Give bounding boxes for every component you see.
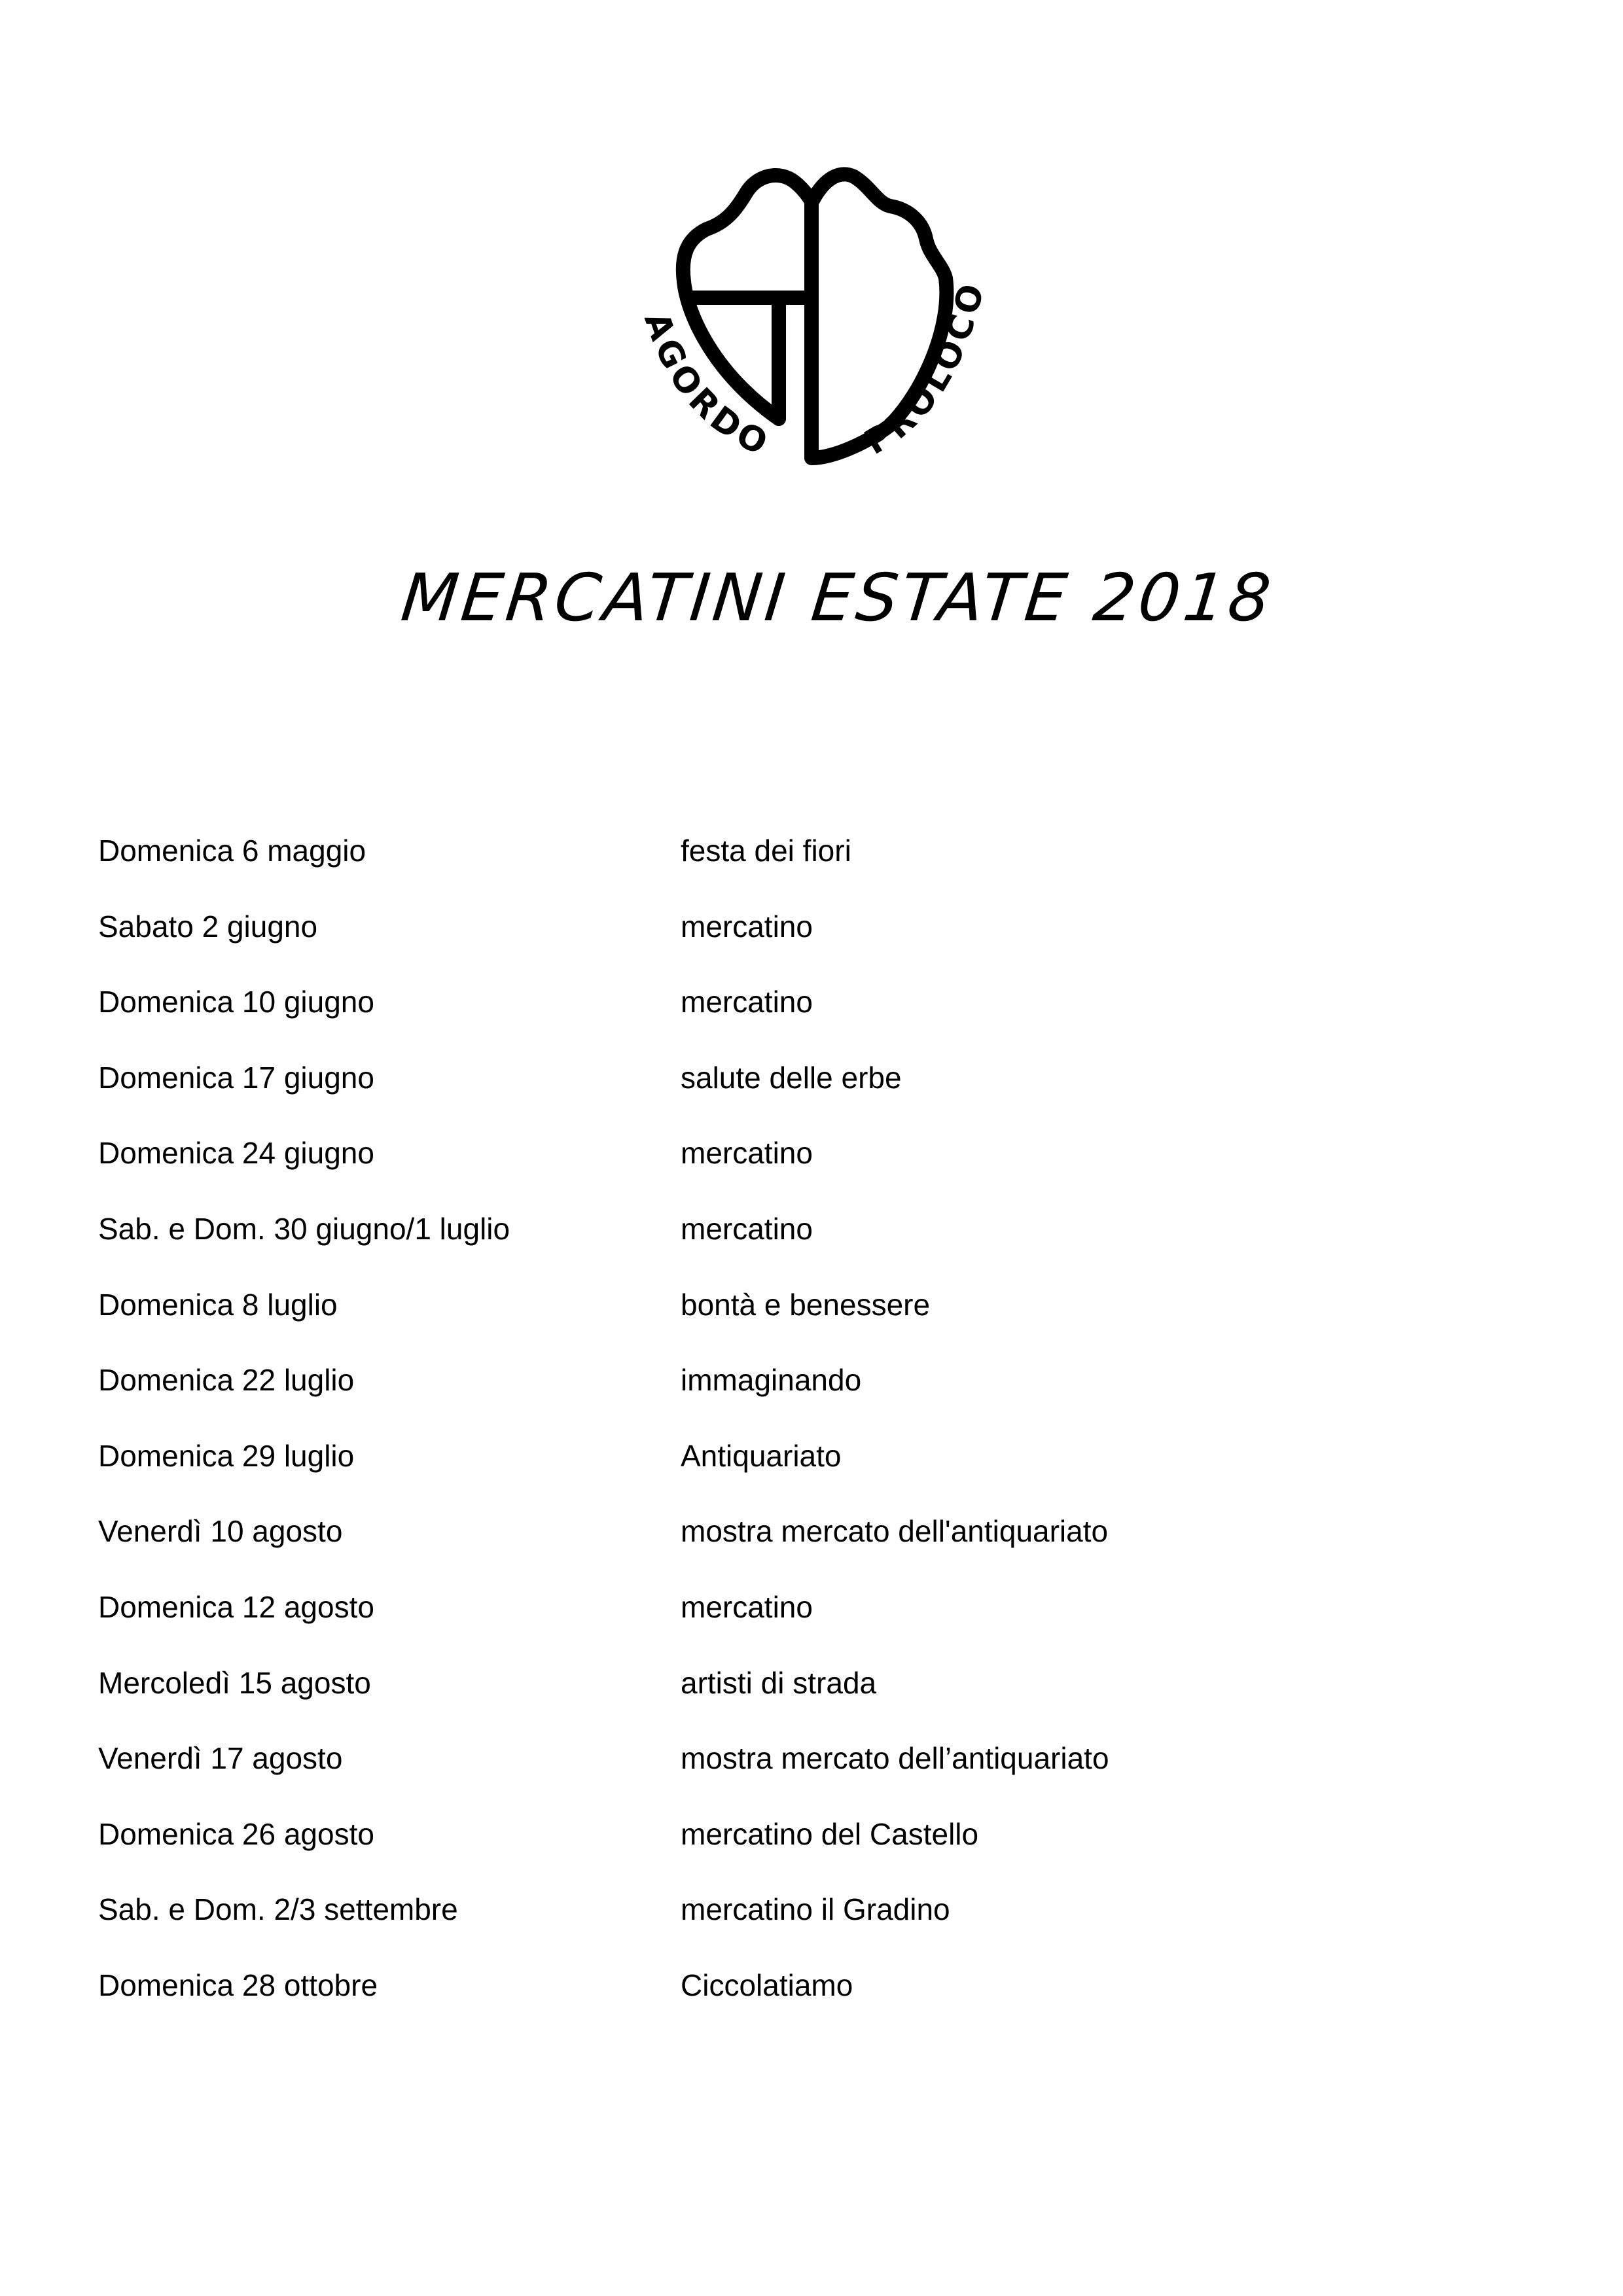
schedule-date: Venerdì 10 agosto xyxy=(98,1514,343,1549)
page-title-text: MERCATINI ESTATE 2018 xyxy=(397,559,1278,636)
schedule-date: Sab. e Dom. 2/3 settembre xyxy=(98,1892,458,1927)
schedule-date: Domenica 28 ottobre xyxy=(98,1968,378,2002)
schedule-event: mostra mercato dell'antiquariato xyxy=(681,1514,1109,1549)
schedule-event: mercatino xyxy=(681,909,813,944)
schedule-date: Domenica 26 agosto xyxy=(98,1816,374,1851)
schedule-date: Domenica 24 giugno xyxy=(98,1136,374,1171)
schedule-date: Domenica 29 luglio xyxy=(98,1438,355,1473)
schedule-row xyxy=(98,1511,1538,1587)
schedule-event: mercatino xyxy=(681,1136,813,1171)
svg-text:PROLOCO xyxy=(858,277,993,463)
schedule-event: mercatino xyxy=(681,1211,813,1246)
schedule-row xyxy=(98,1209,1538,1285)
schedule-row xyxy=(98,907,1538,983)
schedule-event: immaginando xyxy=(681,1363,862,1398)
schedule-row xyxy=(98,1739,1538,1814)
schedule-row xyxy=(98,1058,1538,1134)
schedule-event: festa dei fiori xyxy=(681,834,851,868)
schedule-row xyxy=(98,1587,1538,1663)
schedule-event: Ciccolatiamo xyxy=(681,1968,853,2002)
schedule-row xyxy=(98,1814,1538,1890)
schedule-event: artisti di strada xyxy=(681,1665,877,1700)
schedule-date: Domenica 6 maggio xyxy=(98,834,366,868)
page-title xyxy=(0,559,1623,636)
agordo-proloco-logo xyxy=(615,157,1014,484)
schedule-date: Domenica 8 luglio xyxy=(98,1287,338,1322)
schedule-row xyxy=(98,1133,1538,1209)
schedule-date: Domenica 17 giugno xyxy=(98,1060,374,1095)
schedule-event: mostra mercato dell’antiquariato xyxy=(681,1741,1109,1776)
schedule-event: mercatino xyxy=(681,1589,813,1624)
schedule-date: Domenica 10 giugno xyxy=(98,985,374,1019)
schedule-event: Antiquariato xyxy=(681,1438,842,1473)
schedule-date: Sab. e Dom. 30 giugno/1 luglio xyxy=(98,1211,510,1246)
event-schedule xyxy=(98,831,1538,2041)
schedule-row xyxy=(98,1663,1538,1739)
schedule-row xyxy=(98,1890,1538,1966)
schedule-date: Mercoledì 15 agosto xyxy=(98,1665,371,1700)
logo-text-proloco: PROLOCO xyxy=(858,276,993,463)
schedule-date: Venerdì 17 agosto xyxy=(98,1741,343,1776)
schedule-event: salute delle erbe xyxy=(681,1060,902,1095)
schedule-date: Domenica 12 agosto xyxy=(98,1589,374,1624)
schedule-date: Domenica 22 luglio xyxy=(98,1363,355,1398)
schedule-row xyxy=(98,1285,1538,1361)
schedule-event: mercatino xyxy=(681,985,813,1019)
schedule-row xyxy=(98,982,1538,1058)
schedule-row xyxy=(98,831,1538,907)
schedule-row xyxy=(98,1360,1538,1436)
schedule-event: bontà e benessere xyxy=(681,1287,931,1322)
schedule-date: Sabato 2 giugno xyxy=(98,909,318,944)
schedule-row xyxy=(98,1436,1538,1512)
schedule-event: mercatino il Gradino xyxy=(681,1892,950,1927)
schedule-row xyxy=(98,1966,1538,2041)
logo-text-agordo: AGORDO xyxy=(636,308,777,465)
schedule-event: mercatino del Castello xyxy=(681,1816,979,1851)
